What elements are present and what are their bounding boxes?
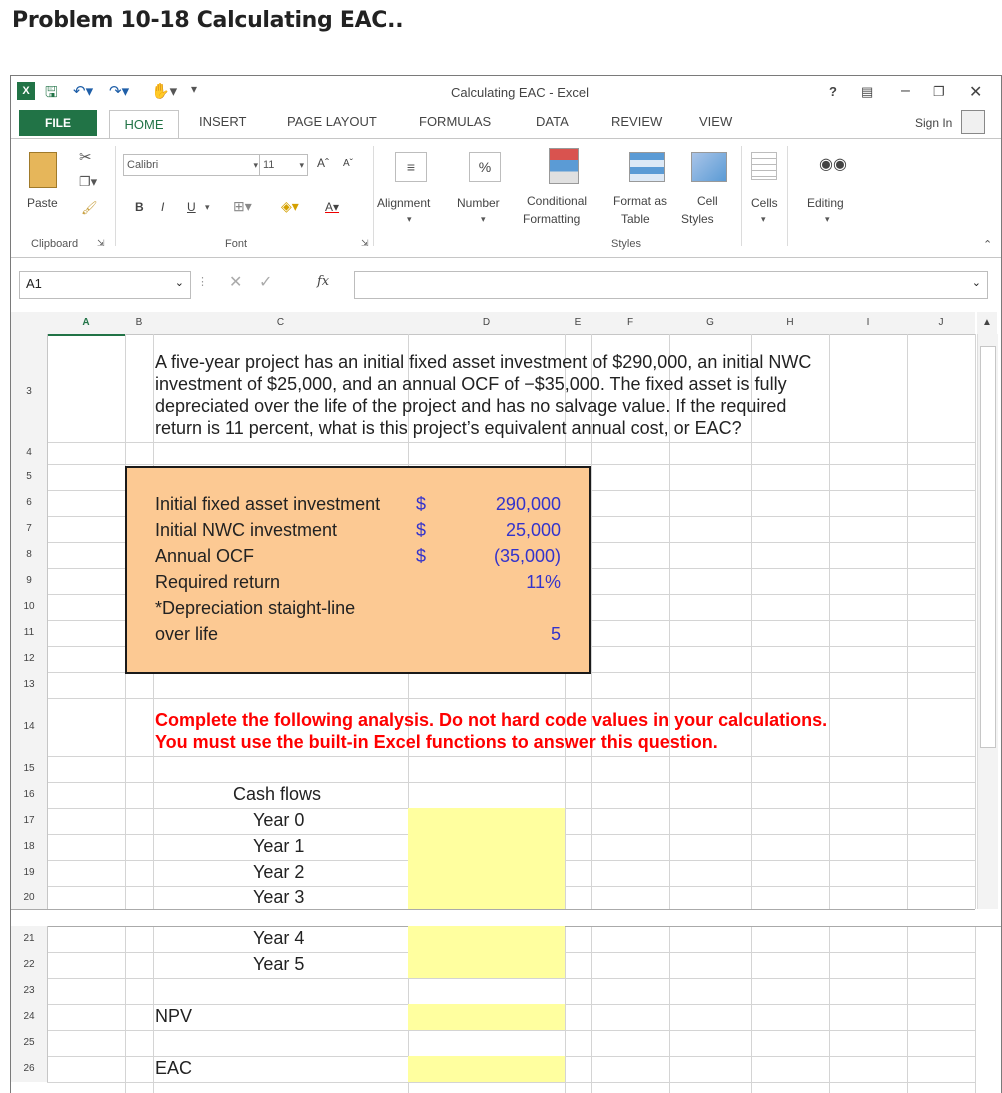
cells-button[interactable]: Cells	[751, 196, 778, 210]
grow-font-icon[interactable]: Aˆ	[317, 156, 329, 170]
page-title: Problem 10-18 Calculating EAC..	[12, 8, 404, 33]
close-icon[interactable]: ✕	[969, 84, 983, 101]
row-header-16[interactable]: 16	[11, 782, 48, 808]
scroll-up-icon[interactable]: ▲	[977, 312, 997, 335]
year-5-label: Year 5	[253, 954, 305, 974]
restore-icon[interactable]: ❐	[933, 84, 945, 99]
format-as-table-button[interactable]: Format as	[613, 194, 668, 208]
col-header-h[interactable]: H	[751, 312, 829, 335]
cut-icon[interactable]: ✂	[79, 149, 92, 166]
tab-view[interactable]: VIEW	[699, 114, 733, 129]
grid-line	[975, 334, 976, 909]
grid-line	[47, 442, 975, 443]
problem-line-2: investment of $25,000, and an annual OCF of −$35,000. The fixed asset is fully	[155, 374, 787, 394]
ribbon-separator	[741, 146, 742, 246]
row-header-24[interactable]: 24	[11, 1004, 48, 1030]
conditional-formatting-button[interactable]: Conditional	[527, 194, 588, 208]
underline-dropdown-icon[interactable]: ▾	[205, 202, 210, 212]
grid-line	[975, 926, 976, 1093]
eac-label: EAC	[155, 1058, 193, 1078]
find-binoculars-icon[interactable]: ◉◉	[819, 156, 847, 173]
row-header-6[interactable]: 6	[11, 490, 48, 516]
customize-qat-icon[interactable]: ▾	[191, 82, 198, 96]
tab-data[interactable]: DATA	[536, 114, 569, 129]
cell-styles-button-2[interactable]: Styles	[681, 212, 714, 226]
row-header-4[interactable]: 4	[11, 442, 48, 464]
year-3-label: Year 3	[253, 887, 305, 907]
row-header-7[interactable]: 7	[11, 516, 48, 542]
problem-line-4: return is 11 percent, what is this project’s equivalent annual cost, or EAC?	[155, 418, 742, 438]
row-header-22[interactable]: 22	[11, 952, 48, 978]
row-header-26[interactable]: 26	[11, 1056, 48, 1082]
row-header-17[interactable]: 17	[11, 808, 48, 834]
paste-button[interactable]: Paste	[27, 196, 58, 210]
grid-line	[751, 334, 752, 909]
select-all-corner[interactable]	[11, 312, 47, 335]
font-size-select[interactable]	[259, 154, 308, 176]
font-name-value: Calibri	[127, 159, 159, 171]
input-label-nwc: Initial NWC investment	[155, 520, 338, 540]
cell-styles-button[interactable]: Cell	[697, 194, 718, 208]
col-header-c[interactable]: C	[153, 312, 408, 335]
problem-line-3: depreciated over the life of the project and has no salvage value. If the required	[155, 396, 787, 416]
col-header-f[interactable]: F	[591, 312, 669, 335]
name-box[interactable]	[19, 271, 191, 299]
year-3-cell[interactable]	[408, 886, 565, 909]
row-header-11[interactable]: 11	[11, 620, 48, 646]
grid-line	[47, 782, 975, 783]
paste-icon[interactable]	[29, 152, 57, 188]
col-header-g[interactable]: G	[669, 312, 751, 335]
user-avatar-icon[interactable]	[961, 110, 985, 134]
cells-icon[interactable]	[751, 152, 777, 180]
row-header-blank	[11, 334, 48, 342]
excel-logo-icon: X	[17, 82, 35, 100]
row-header-25[interactable]: 25	[11, 1030, 48, 1056]
row-header-20[interactable]: 20	[11, 886, 48, 909]
year-1-label: Year 1	[253, 836, 305, 856]
excel-window	[10, 75, 1002, 1093]
name-box-value: A1	[26, 276, 42, 291]
tab-formulas[interactable]: FORMULAS	[419, 114, 492, 129]
save-icon[interactable]: 🖫	[45, 84, 58, 101]
year-0-label: Year 0	[253, 810, 305, 830]
format-as-table-button-2[interactable]: Table	[621, 212, 650, 226]
copy-icon[interactable]: ❐▾	[79, 174, 98, 189]
grid-line	[47, 1030, 975, 1031]
undo-icon[interactable]: ↶▾	[73, 83, 94, 100]
row-header-15[interactable]: 15	[11, 756, 48, 782]
col-header-i[interactable]: I	[829, 312, 907, 335]
year-2-cell[interactable]	[408, 860, 565, 886]
row-header-8[interactable]: 8	[11, 542, 48, 568]
input-label-required-return: Required return	[155, 572, 281, 592]
chevron-down-icon: ▾	[825, 214, 830, 224]
touch-mode-icon[interactable]: ✋▾	[151, 83, 178, 100]
tab-insert[interactable]: INSERT	[199, 114, 247, 129]
year-5-cell[interactable]	[408, 952, 565, 978]
input-label-ocf: Annual OCF	[155, 546, 255, 566]
format-painter-icon[interactable]: 🖌	[81, 200, 98, 215]
year-4-label: Year 4	[253, 928, 305, 948]
sign-in-link[interactable]: Sign In	[915, 116, 953, 130]
collapse-ribbon-icon[interactable]: ⌃	[983, 239, 993, 251]
npv-cell[interactable]	[408, 1004, 565, 1030]
chevron-down-icon: ▾	[407, 214, 412, 224]
chevron-down-icon: ⌄	[174, 277, 184, 289]
row-header-14[interactable]: 14	[11, 698, 48, 756]
chevron-down-icon: ▾	[253, 160, 258, 170]
dialog-launcher-icon[interactable]: ⇲	[361, 238, 369, 248]
input-value-fixed-asset[interactable]: 290,000	[495, 494, 561, 514]
tab-file[interactable]: FILE	[19, 110, 97, 136]
row-header-23[interactable]: 23	[11, 978, 48, 1004]
instruction-line-2: You must use the built-in Excel functions to answer this question.	[155, 732, 718, 752]
grid-line	[47, 698, 975, 699]
format-as-table-icon[interactable]	[629, 152, 665, 182]
col-header-e[interactable]: E	[565, 312, 591, 335]
alignment-button[interactable]: Alignment	[377, 196, 431, 210]
conditional-formatting-icon[interactable]	[549, 148, 579, 184]
ribbon-separator	[373, 146, 374, 246]
problem-line-1: A five-year project has an initial fixed asset investment of $290,000, an initial NWC	[155, 352, 812, 372]
row-header-10[interactable]: 10	[11, 594, 48, 620]
input-currency-nwc: $	[416, 520, 427, 540]
input-currency-ocf: $	[416, 546, 427, 566]
grid-line	[47, 1082, 975, 1083]
grid-line	[47, 978, 975, 979]
chevron-down-icon: ▾	[299, 160, 304, 170]
formula-input[interactable]	[354, 271, 988, 299]
row-header-19[interactable]: 19	[11, 860, 48, 886]
tab-review[interactable]: REVIEW	[611, 114, 663, 129]
grid-line	[907, 334, 908, 909]
input-label-life: over life	[155, 624, 219, 644]
input-label-fixed-asset: Initial fixed asset investment	[155, 494, 381, 514]
window-title: Calculating EAC - Excel	[451, 85, 589, 100]
redo-icon[interactable]: ↷▾	[109, 83, 130, 100]
tab-page-layout[interactable]: PAGE LAYOUT	[287, 114, 377, 129]
input-value-required-return[interactable]: 11%	[526, 572, 561, 592]
input-value-nwc[interactable]: 25,000	[505, 520, 561, 540]
formula-bar-separator-icon: ⋮	[197, 276, 208, 288]
npv-label: NPV	[155, 1006, 193, 1026]
font-group-label: Font	[225, 238, 248, 250]
confirm-entry-icon[interactable]: ✓	[259, 274, 273, 291]
eac-cell[interactable]	[408, 1056, 565, 1082]
row-header-3[interactable]: 3	[11, 342, 48, 442]
input-label-depreciation: *Depreciation staight-line	[155, 598, 356, 618]
grid-line	[829, 334, 830, 909]
cash-flows-header: Cash flows	[233, 784, 322, 804]
alignment-icon[interactable]: ≡	[395, 152, 427, 182]
year-1-cell[interactable]	[408, 834, 565, 860]
row-header-5[interactable]: 5	[11, 464, 48, 490]
split-gap	[11, 910, 1001, 927]
bold-button[interactable]: B	[135, 200, 144, 214]
grid-line	[47, 756, 975, 757]
editing-button[interactable]: Editing	[807, 196, 844, 210]
fill-color-icon[interactable]: ◈▾	[281, 198, 299, 214]
ribbon-display-icon[interactable]: ▤	[861, 84, 874, 99]
chevron-down-icon: ▾	[481, 214, 486, 224]
ribbon-separator	[115, 146, 116, 246]
italic-button[interactable]: I	[161, 200, 165, 214]
ribbon-separator	[787, 146, 788, 246]
font-color-icon[interactable]: A▾	[325, 200, 340, 214]
help-button[interactable]: ?	[829, 84, 837, 99]
col-header-b[interactable]: B	[125, 312, 153, 335]
row-header-13[interactable]: 13	[11, 672, 48, 698]
year-2-label: Year 2	[253, 862, 305, 882]
year-0-cell[interactable]	[408, 808, 565, 834]
row-header-12[interactable]: 12	[11, 646, 48, 672]
row-header-9[interactable]: 9	[11, 568, 48, 594]
number-format-icon[interactable]	[469, 152, 501, 182]
grid-line	[47, 464, 975, 465]
instruction-line-1: Complete the following analysis. Do not hard code values in your calculations.	[155, 710, 828, 730]
percent-icon: %	[478, 159, 492, 175]
cell-styles-icon[interactable]	[691, 152, 727, 182]
row-header-21[interactable]: 21	[11, 926, 48, 952]
borders-icon[interactable]: ⊞▾	[233, 198, 252, 214]
year-4-cell[interactable]	[408, 926, 565, 952]
clipboard-group-label: Clipboard	[31, 238, 79, 250]
chevron-down-icon: ▾	[761, 214, 766, 224]
input-value-life[interactable]: 5	[550, 624, 561, 644]
styles-group-label: Styles	[611, 238, 641, 250]
tab-home[interactable]: HOME	[109, 110, 179, 139]
underline-button[interactable]: U	[187, 200, 196, 214]
cancel-entry-icon[interactable]: ✕	[229, 274, 243, 291]
chevron-down-icon: ⌄	[971, 277, 981, 289]
row-header-18[interactable]: 18	[11, 834, 48, 860]
input-value-ocf[interactable]: (35,000)	[493, 546, 561, 566]
col-header-a[interactable]: A	[47, 312, 125, 336]
minimize-icon[interactable]: –	[901, 82, 910, 99]
conditional-formatting-button-2[interactable]: Formatting	[523, 212, 581, 226]
scrollbar-thumb[interactable]	[980, 346, 996, 748]
input-currency-fixed-asset: $	[416, 494, 427, 514]
col-header-d[interactable]: D	[408, 312, 565, 335]
col-header-j[interactable]: J	[907, 312, 975, 335]
number-button[interactable]: Number	[457, 196, 500, 210]
font-size-value: 11	[263, 159, 275, 171]
dialog-launcher-icon[interactable]: ⇲	[97, 238, 105, 248]
font-name-select[interactable]	[123, 154, 262, 176]
insert-function-button[interactable]: fx	[317, 274, 330, 289]
shrink-font-icon[interactable]: Aˇ	[343, 158, 353, 169]
